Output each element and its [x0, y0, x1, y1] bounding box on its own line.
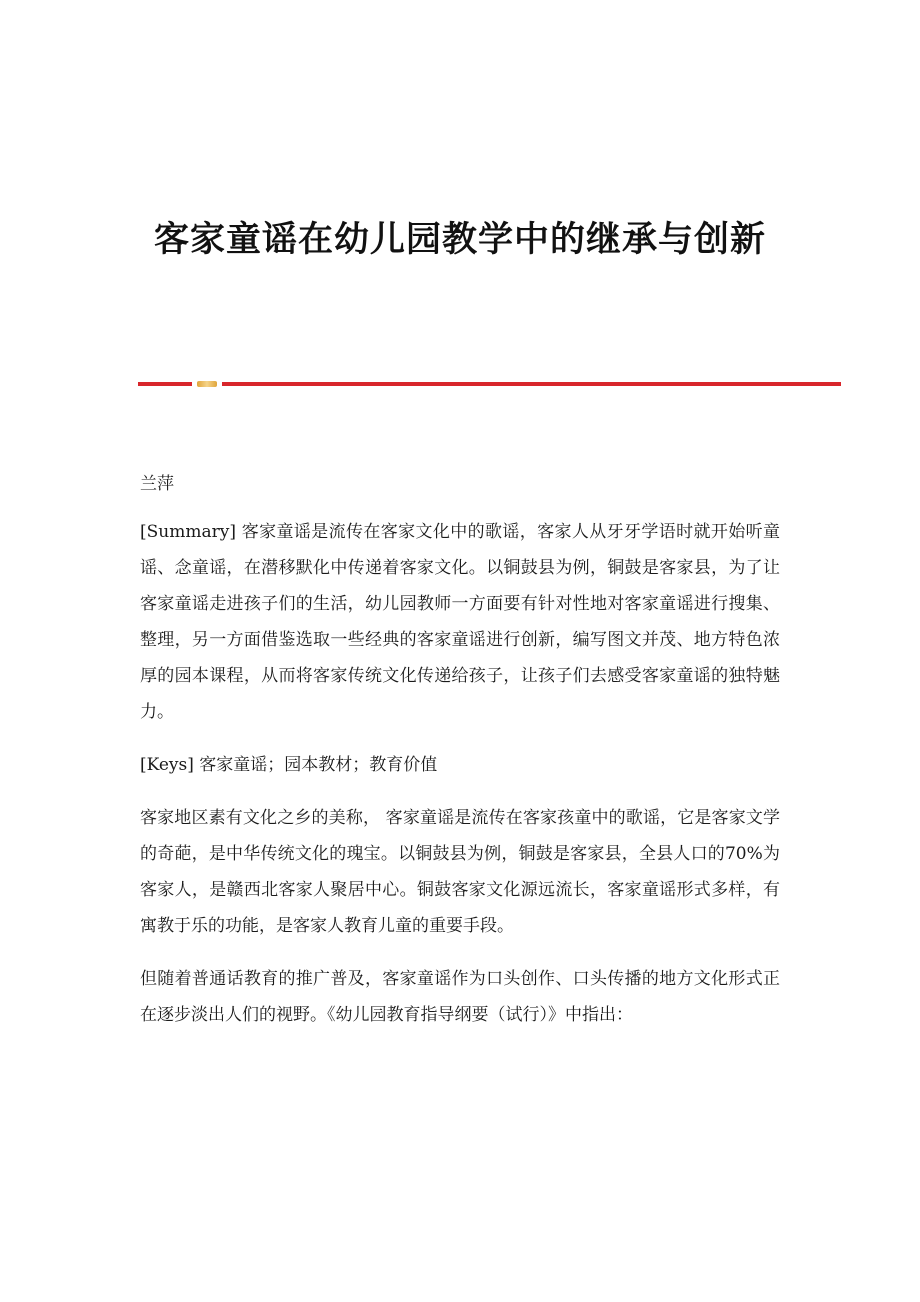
divider-ornament-icon: [197, 381, 217, 387]
author-name: 兰萍: [140, 474, 174, 494]
title-divider: [138, 380, 841, 388]
divider-left-segment: [138, 382, 192, 386]
article-body: [140, 466, 780, 1050]
keywords-paragraph: [Keys] 客家童谣；园本教材；教育价值: [140, 755, 438, 775]
document-title: 客家童谣在幼儿园教学中的继承与创新: [153, 219, 766, 260]
body-paragraph: 但随着普通话教育的推广普及，客家童谣作为口头创作、口头传播的地方文化形式正在逐步淡出人们的视野。《幼儿园教育指导纲要（试行）》中指出：: [140, 969, 780, 1025]
body-paragraph: 客家地区素有文化之乡的美称， 客家童谣是流传在客家孩童中的歌谣，它是客家文学的奇葩，是中华传统文化的瑰宝。以铜鼓县为例，铜鼓是客家县，全县人口的70%为客家人，是赣西北客家人聚居中心。铜鼓客家文化源远流长，客家童谣形式多样，有寓教于乐的功能，是客家人教育儿童的重要手段。: [140, 808, 780, 936]
summary-paragraph: [Summary] 客家童谣是流传在客家文化中的歌谣，客家人从牙牙学语时就开始听童谣、念童谣，在潜移默化中传递着客家文化。以铜鼓县为例，铜鼓是客家县，为了让客家童谣走进孩子们的生活，幼儿园教师一方面要有针对性地对客家童谣进行搜集、整理，另一方面借鉴选取一些经典的客家童谣进行创新，编写图文并茂、地方特色浓厚的园本课程，从而将客家传统文化传递给孩子，让孩子们去感受客家童谣的独特魅力。: [140, 522, 780, 722]
divider-right-segment: [222, 382, 841, 386]
